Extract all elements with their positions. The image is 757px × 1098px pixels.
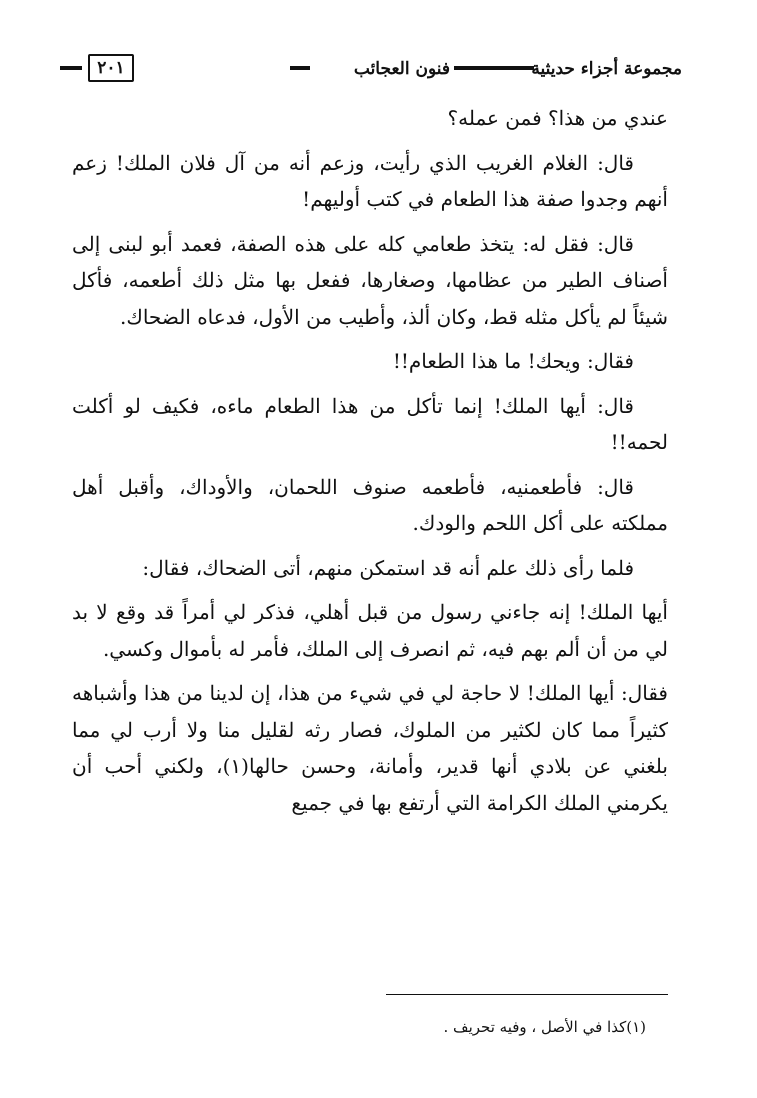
header-rule xyxy=(454,66,534,70)
paragraph: فلما رأى ذلك علم أنه قد استمكن منهم، أتى الضحاك، فقال: xyxy=(142,555,634,580)
paragraph: عندي من هذا؟ فمن عمله؟ xyxy=(447,106,668,130)
header-rule xyxy=(290,66,310,70)
collection-title: مجموعة أجزاء حديثية xyxy=(531,59,682,79)
paragraph: فقال: ويحك! ما هذا الطعام!! xyxy=(392,349,634,373)
book-title: فنون العجائب xyxy=(353,59,450,79)
paragraph: قال: فقل له: يتخذ طعامي كله على هذه الصفة، فعمد أبو لبنى إلى أصناف الطير من عظامها، وصغارها، ففعل بها مثل ذلك أطعمه، فأكل شيئاً لم يأكل مثله قط، وكان ألذ، وأطيب من الأول، فدعاه الضحاك. xyxy=(72,231,668,329)
paragraph: قال: فأطعمنيه، فأطعمه صنوف اللحمان، والأوداك، وأقبل أهل مملكته على أكل اللحم والودك. xyxy=(72,474,668,535)
footnote: (١)كذا في الأصل ، وفيه تحريف . xyxy=(443,1018,646,1036)
page-number: ٢٠١ xyxy=(88,54,134,82)
header-rule xyxy=(60,66,82,70)
running-header xyxy=(60,52,682,88)
paragraph: أيها الملك! إنه جاءني رسول من قبل أهلي، فذكر لي أمراً قد وقع لا بد لي من أن ألم بهم فيه، ثم انصرف إلى الملك، فأمر له بأموال وكسي. xyxy=(72,600,668,661)
paragraph: قال: أيها الملك! إنما تأكل من هذا الطعام ماءه، فكيف لو أكلت لحمه!! xyxy=(72,393,668,454)
paragraph: فقال: أيها الملك! لا حاجة لي في شيء من هذا، إن لدينا من هذا وأشباهه كثيراً مما كان لكثير من الملوك، فصار رثه لقليل منا ولا أرب لي مما بلغني عن بلادي أنها قدير، وأمانة، وحسن حالها(١)، ولكني أحب أن يكرمني الملك الكرامة التي أرتفع بها في جميع xyxy=(72,681,668,815)
body-text xyxy=(72,100,668,829)
paragraph: قال: الغلام الغريب الذي رأيت، وزعم أنه من آل فلان الملك! زعم أنهم وجدوا صفة هذا الطعام في كتب أوليهم! xyxy=(72,150,668,211)
footnote-divider xyxy=(386,994,668,995)
